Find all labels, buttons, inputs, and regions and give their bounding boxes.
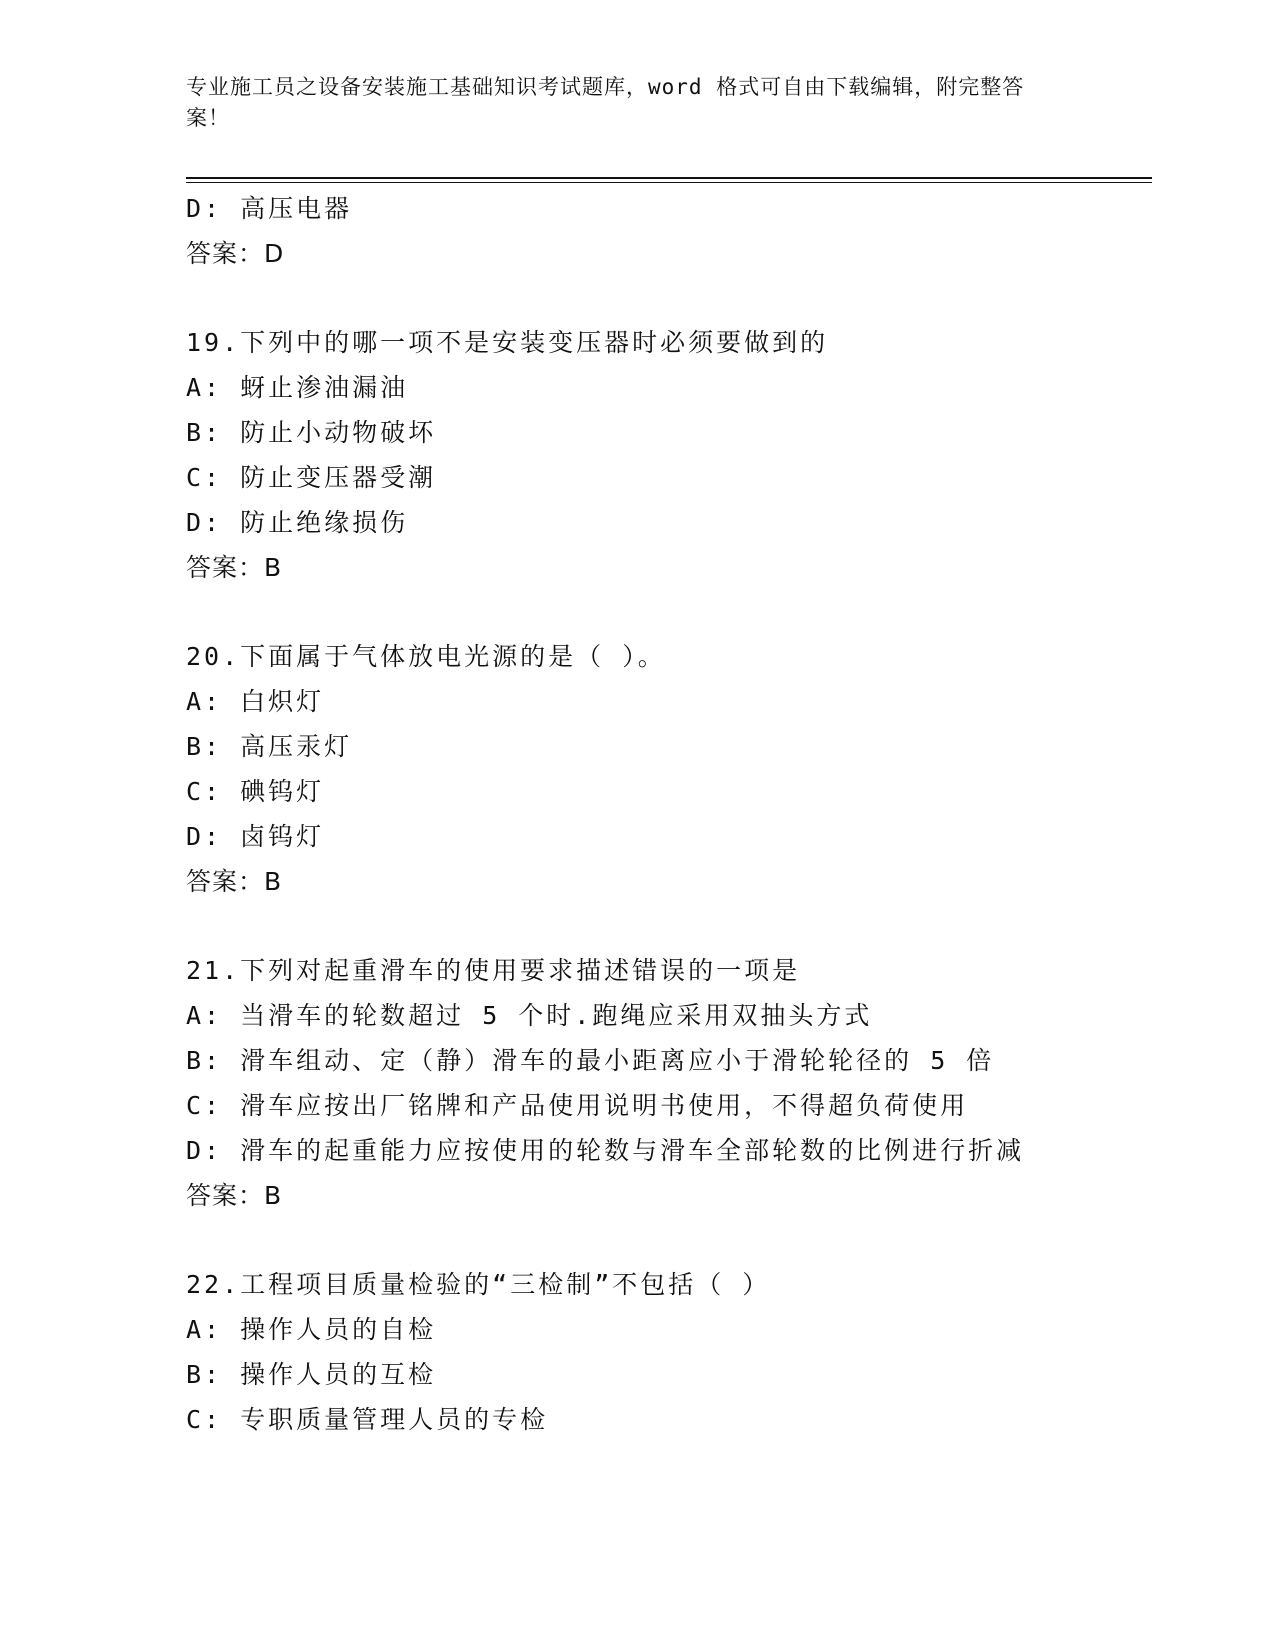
answer: 答案：B	[186, 553, 283, 582]
option-a: A: 操作人员的自检	[186, 1315, 437, 1344]
option-d: D: 防止绝缘损伤	[186, 508, 409, 537]
question-20: 20.下面属于气体放电光源的是（ ）。	[186, 642, 666, 671]
question-19: 19.下列中的哪一项不是安装变压器时必须要做到的	[186, 328, 829, 357]
page-header: 专业施工员之设备安装施工基础知识考试题库，word 格式可自由下载编辑，附完整答案！	[186, 75, 1025, 130]
option-a: A: 白炽灯	[186, 687, 325, 716]
spacer	[186, 904, 1146, 948]
question-22: 22.工程项目质量检验的“三检制”不包括（ ）	[186, 1270, 771, 1299]
option-c: C: 专职质量管理人员的专检	[186, 1405, 549, 1434]
option-b: B: 高压汞灯	[186, 732, 353, 761]
option-a: A: 当滑车的轮数超过 5 个时.跑绳应采用双抽头方式	[186, 1001, 873, 1030]
question-21: 21.下列对起重滑车的使用要求描述错误的一项是	[186, 956, 801, 985]
option-d: D: 滑车的起重能力应按使用的轮数与滑车全部轮数的比例进行折减	[186, 1136, 1025, 1165]
spacer	[186, 590, 1146, 634]
answer: 答案：D	[186, 239, 285, 268]
spacer	[186, 1218, 1146, 1262]
option-b: B: 操作人员的互检	[186, 1360, 437, 1389]
option-a: A: 蚜止渗油漏油	[186, 373, 409, 402]
option-c: C: 碘钨灯	[186, 777, 325, 806]
option-b: B: 滑车组动、定（静）滑车的最小距离应小于滑轮轮径的 5 倍	[186, 1046, 995, 1075]
spacer	[186, 276, 1146, 320]
header-divider-thick	[186, 177, 1152, 179]
answer: 答案：B	[186, 1181, 283, 1210]
option-b: B: 防止小动物破坏	[186, 418, 437, 447]
header-divider-thin	[186, 182, 1152, 183]
answer: 答案：B	[186, 867, 283, 896]
option-d: D: 卤钨灯	[186, 822, 325, 851]
question-list	[186, 186, 1146, 1442]
option-d: D: 高压电器	[186, 194, 353, 223]
option-c: C: 滑车应按出厂铭牌和产品使用说明书使用，不得超负荷使用	[186, 1091, 969, 1120]
option-c: C: 防止变压器受潮	[186, 463, 437, 492]
